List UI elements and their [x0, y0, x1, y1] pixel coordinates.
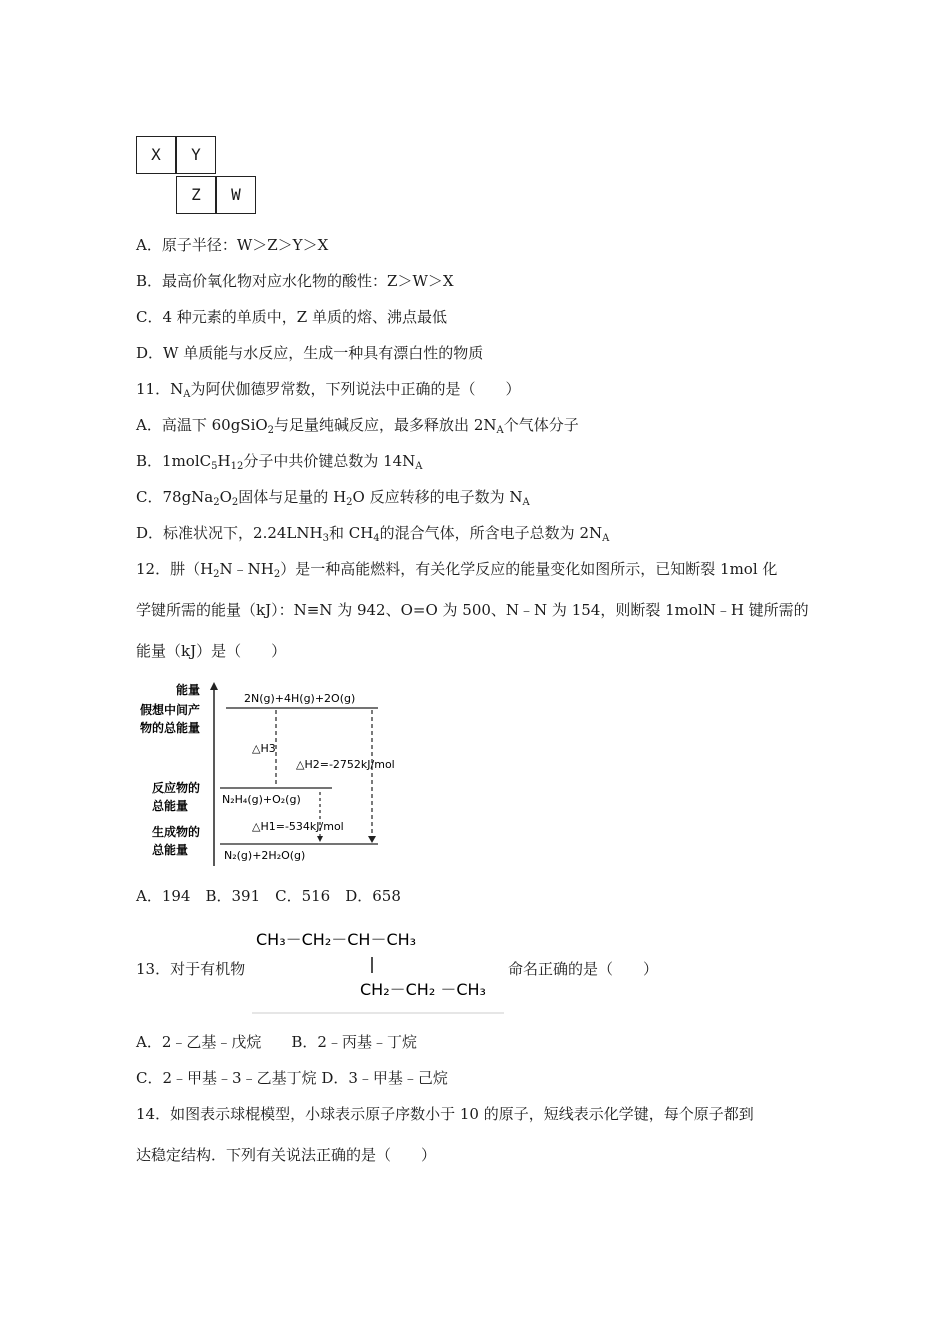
q10-option-b: B．最高价氧化物对应水化物的酸性：Z＞W＞X: [136, 272, 454, 290]
q13-options-ab: A．2﹣乙基﹣戊烷 B．2﹣丙基﹣丁烷: [136, 1033, 417, 1051]
level2-label-line1: 反应物的: [152, 781, 201, 795]
q11-option-d: D．标准状况下，$2.24LNH_3$和 $CH_4$的混合气体，所含电子总数为 $2N_A$: [136, 524, 610, 544]
grid-cell-y: Y: [176, 136, 216, 174]
q12-stem-line1: 12．肼$(H_2N﹣NH_2)$是一种高能燃料，有关化学反应的能量变化如图所示，已知断裂 1mol 化: [136, 560, 778, 580]
organic-structure: [252, 925, 504, 1015]
level2-label-line2: 总能量: [152, 799, 189, 813]
structure-branch: CH₂－CH₂ －CH₃: [360, 980, 486, 999]
level1-label-line1: 假想中间产: [140, 703, 201, 717]
grid-cell-x: X: [136, 136, 176, 174]
level3-label-line2: 总能量: [152, 843, 189, 857]
q13-stem-end: 命名正确的是（ ）: [508, 960, 659, 978]
q13-stem: 13．对于有机物: [136, 960, 246, 978]
q10-option-a: A．原子半径：W＞Z＞Y＞X: [136, 236, 329, 254]
q11-option-b: B．$1molC_5H_{12}$分子中共价键总数为 $14N_A$: [136, 452, 423, 472]
energy-diagram: [136, 680, 420, 868]
q11-option-a: A．高温下 60gSiO$_2$与足量纯碱反应，最多释放出 $2N_A$个气体分子: [136, 416, 579, 436]
q12-stem-line3: 能量（kJ）是（ ）: [136, 642, 287, 660]
q10-option-d: D．W 单质能与水反应，生成一种具有漂白性的物质: [136, 344, 484, 362]
level1-label-line2: 物的总能量: [140, 721, 201, 735]
q14-stem-line2: 达稳定结构．下列有关说法正确的是（ ）: [136, 1146, 437, 1164]
q11-option-c: C．$78gNa_2O_2$固体与足量的 $H_2O$ 反应转移的电子数为 $N_A$: [136, 488, 530, 508]
grid-cell-w: W: [216, 176, 256, 214]
grid-cell-z: Z: [176, 176, 216, 214]
q14-stem-line1: 14．如图表示球棍模型，小球表示原子序数小于 10 的原子，短线表示化学键，每个原子都到: [136, 1105, 754, 1123]
axis-label-energy: 能量: [176, 683, 201, 697]
level1-formula: 2N(g)+4H(g)+2O(g): [244, 692, 356, 705]
dh3-label: △H3: [252, 742, 276, 755]
level3-formula: N₂(g)+2H₂O(g): [224, 849, 306, 862]
structure-top-chain: CH₃－CH₂－CH－CH₃: [256, 930, 417, 949]
q10-option-c: C．4 种元素的单质中，Z 单质的熔、沸点最低: [136, 308, 447, 326]
level3-label-line1: 生成物的: [152, 825, 201, 839]
q12-options: A．194 B．391 C．516 D．658: [136, 887, 401, 905]
dh1-label: △H1=-534kJ/mol: [252, 820, 344, 833]
q11-stem: 11．$N_A$为阿伏伽德罗常数，下列说法中正确的是（ ）: [136, 380, 521, 400]
level2-formula: N₂H₄(g)+O₂(g): [222, 793, 301, 806]
q12-stem-line2: 学键所需的能量（kJ）：N≡N 为 942、O=O 为 500、N﹣N 为 154，则断裂 1molN﹣H 键所需的: [136, 601, 809, 619]
element-position-grid: [136, 136, 260, 216]
q13-options-cd: C．2﹣甲基﹣3﹣乙基丁烷 D．3﹣甲基﹣己烷: [136, 1069, 448, 1087]
dh2-label: △H2=-2752kJ/mol: [296, 758, 395, 771]
